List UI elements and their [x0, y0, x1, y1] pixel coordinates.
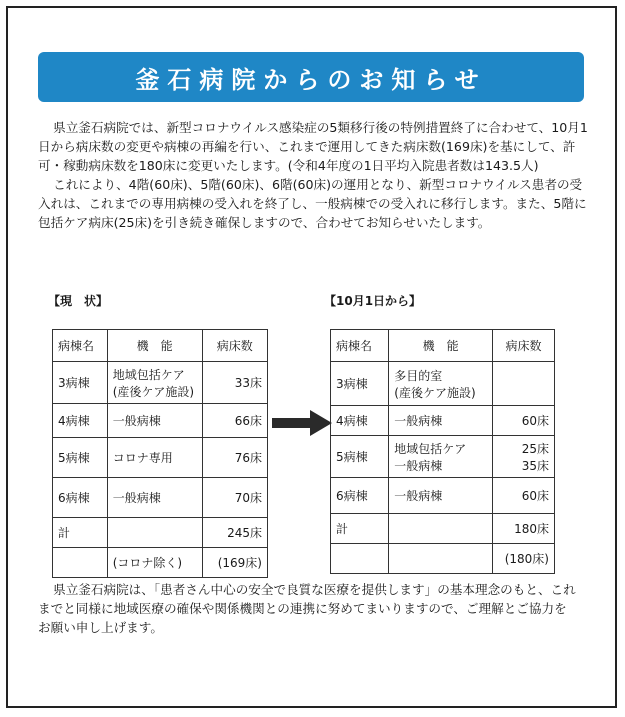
table-row [53, 404, 268, 438]
table-cell: 5病棟 [53, 438, 108, 478]
table-cell: 6病棟 [331, 478, 389, 514]
table-row [53, 518, 268, 548]
table-header-row [331, 330, 555, 362]
table-row [331, 478, 555, 514]
table-cell: 3病棟 [331, 362, 389, 406]
table-cell: (180床) [493, 544, 555, 574]
arrow-right-icon [272, 410, 332, 436]
footer-text [38, 580, 578, 637]
intro-paragraph-1: 県立釜石病院では、新型コロナウイルス感染症の5類移行後の特例措置終了に合わせて、10月1日から病床数の変更や病棟の再編を行い、これまで運用してきた病床数(169床)を基にして、許可・稼動病床数を180床に変更いたします。(令和4年度の1日平均入院患者数は143.5人) [38, 120, 588, 173]
table-header-cell: 病床数 [202, 330, 267, 362]
table-cell: 一般病棟 [107, 404, 202, 438]
table-cell: 4病棟 [53, 404, 108, 438]
table-cell: 計 [53, 518, 108, 548]
footer-paragraph: 県立釜石病院は、「患者さん中心の安全で良質な医療を提供します」の基本理念のもと、これまでと同様に地域医療の確保や関係機関との連携に努めてまいりますので、ご理解とご協力をお願い申し上げます。 [38, 582, 576, 635]
table-cell: 一般病棟 [107, 478, 202, 518]
table-cell: (コロナ除く) [107, 548, 202, 578]
table-row [331, 362, 555, 406]
current-ward-table [52, 329, 268, 578]
table-cell [389, 514, 493, 544]
table-row [331, 514, 555, 544]
table-cell: 地域包括ケア 一般病棟 [389, 436, 493, 478]
table-cell [389, 544, 493, 574]
table-cell: 3病棟 [53, 362, 108, 404]
table-cell: 33床 [202, 362, 267, 404]
intro-text [38, 118, 588, 232]
table-cell: 66床 [202, 404, 267, 438]
table-cell: 計 [331, 514, 389, 544]
table-cell: 6病棟 [53, 478, 108, 518]
table-cell: 60床 [493, 406, 555, 436]
table-cell: 地域包括ケア (産後ケア施設) [107, 362, 202, 404]
table-cell: (169床) [202, 548, 267, 578]
table-cell: 5病棟 [331, 436, 389, 478]
table-cell: 60床 [493, 478, 555, 514]
title-banner [38, 52, 584, 102]
table-cell: 多目的室 (産後ケア施設) [389, 362, 493, 406]
table-header-row [53, 330, 268, 362]
table-cell: 76床 [202, 438, 267, 478]
table-cell: 一般病棟 [389, 478, 493, 514]
table-row [53, 548, 268, 578]
table-cell [53, 548, 108, 578]
table-header-cell: 病棟名 [53, 330, 108, 362]
page-title: 釜石病院からのお知らせ [135, 65, 487, 94]
table-row [53, 362, 268, 404]
table-cell: 4病棟 [331, 406, 389, 436]
table-header-cell: 病床数 [493, 330, 555, 362]
table-cell [107, 518, 202, 548]
table-row [331, 436, 555, 478]
table-cell: コロナ専用 [107, 438, 202, 478]
table-cell: 245床 [202, 518, 267, 548]
table-cell: 70床 [202, 478, 267, 518]
table-row [53, 478, 268, 518]
table-cell: 180床 [493, 514, 555, 544]
table-header-cell: 病棟名 [331, 330, 389, 362]
intro-paragraph-2: これにより、4階(60床)、5階(60床)、6階(60床)の運用となり、新型コロナウイルス患者の受入れは、これまでの専用病棟の受入れを終了し、一般病棟での受入れに移行します。また、5階に包括ケア病床(25床)を引き続き確保しますので、合わせてお知らせいたします。 [38, 177, 587, 230]
future-ward-table [330, 329, 555, 574]
table-cell: 一般病棟 [389, 406, 493, 436]
table-cell [493, 362, 555, 406]
table-header-cell: 機 能 [389, 330, 493, 362]
table-header-cell: 機 能 [107, 330, 202, 362]
table-row [53, 438, 268, 478]
current-label: 【現 状】 [48, 294, 109, 308]
future-label: 【10月1日から】 [324, 294, 422, 308]
table-row [331, 544, 555, 574]
table-cell [331, 544, 389, 574]
table-row [331, 406, 555, 436]
table-cell: 25床 35床 [493, 436, 555, 478]
